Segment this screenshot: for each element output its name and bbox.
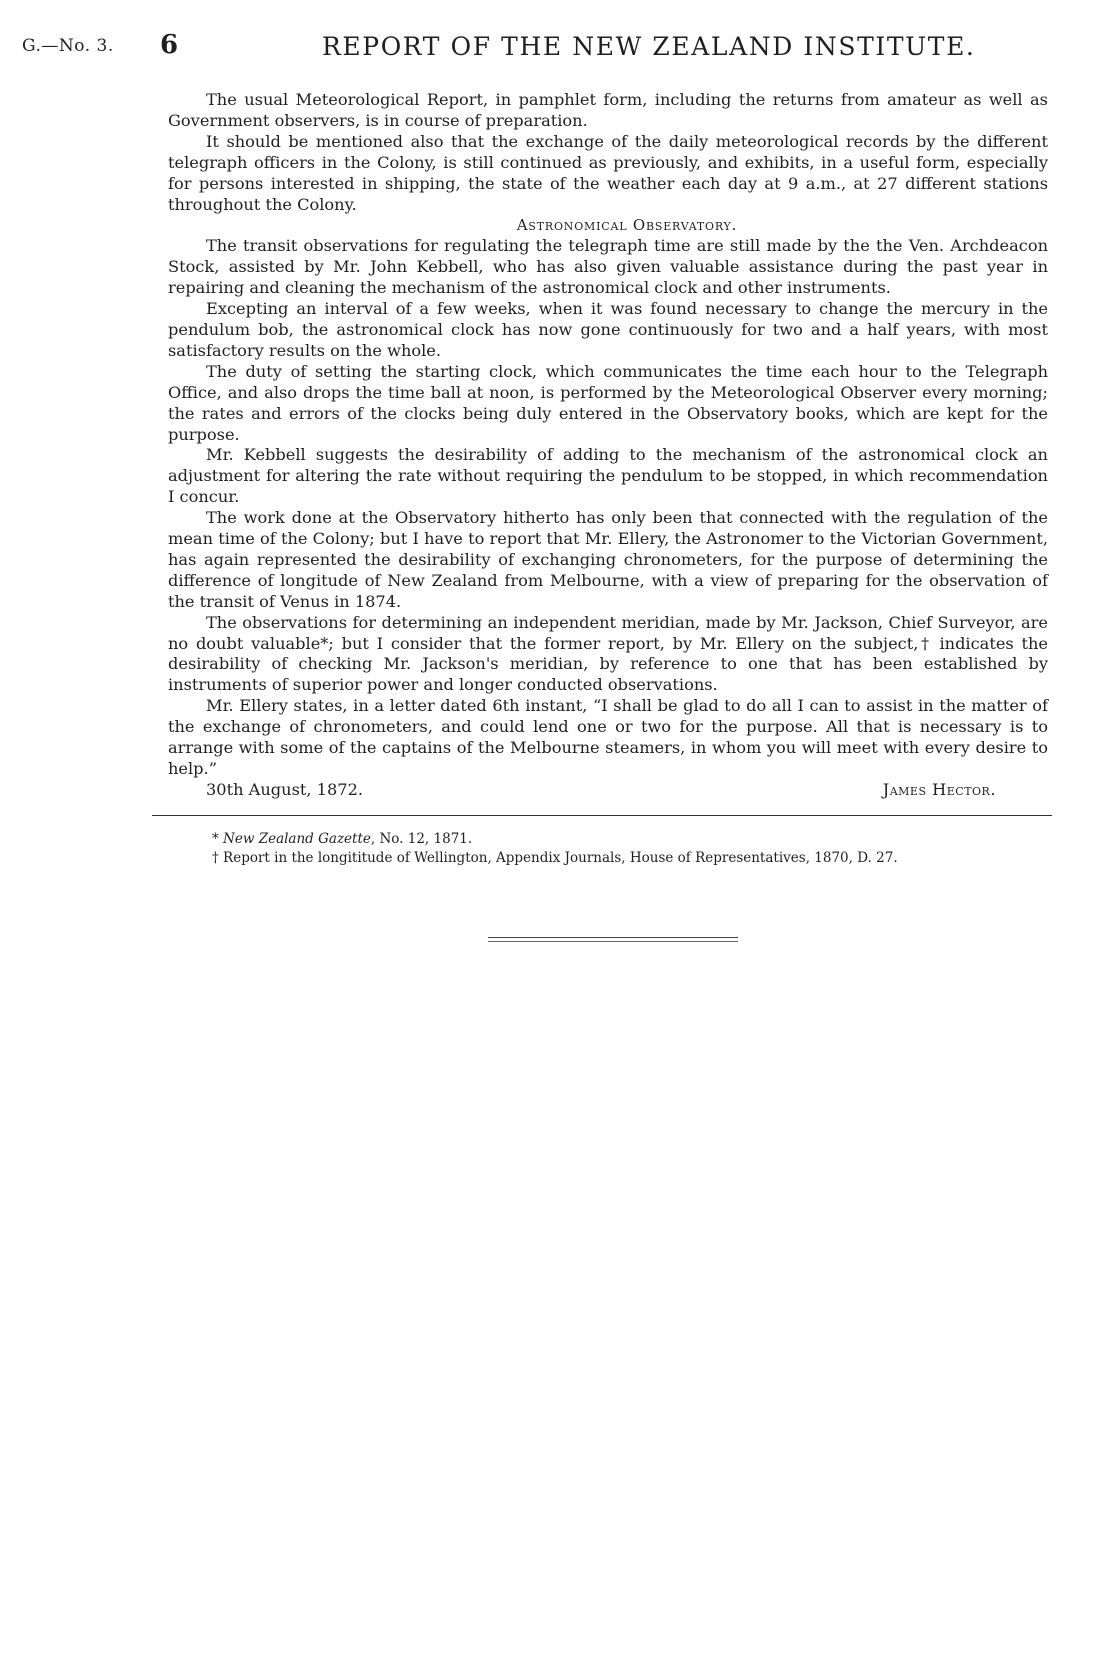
page-header (22, 28, 1082, 68)
signoff (168, 780, 1048, 802)
paragraph: The transit observations for regulating the telegraph time are still made by the the Ven. Archdeacon Stock, assisted by Mr. John Kebbell, who has also given valuable assistance during the past year in repairing and cleaning the mechanism of the astronomical clock and other instruments. (168, 236, 1048, 298)
document-reference: G.—No. 3. (22, 36, 114, 56)
paragraph: The observations for determining an independent meridian, made by Mr. Jackson, Chief Surveyor, are no doubt valuable*; but I consider that the former report, by Mr. Ellery on the subject,† indicates the desirability of checking Mr. Jackson's meridian, by reference to one that has been established by instruments of superior power and longer conducted observations. (168, 612, 1048, 695)
paragraph: Mr. Kebbell suggests the desirability of adding to the mechanism of the astronomical clock an adjustment for altering the rate without requiring the pendulum to be stopped, in which recommendation I concur. (168, 445, 1048, 507)
paragraph: Excepting an interval of a few weeks, when it was found necessary to change the mercury in the pendulum bob, the astronomical clock has now gone continuously for two and a half years, with most satisfactory results on the whole. (168, 299, 1048, 360)
footnote-1-rest: , No. 12, 1871. (370, 831, 473, 847)
signature-name: James Hector. (882, 779, 996, 799)
running-title: REPORT OF THE NEW ZEALAND INSTITUTE. (322, 32, 976, 61)
end-rule (488, 941, 738, 942)
footnotes (212, 830, 898, 868)
paragraph: The work done at the Observatory hitherto has only been that connected with the regulation of the mean time of the Colony; but I have to report that Mr. Ellery, the Astronomer to the Victorian Government, has again represented the desirability of exchanging chronometers, for the purpose of determining the difference of longitude of New Zealand from Melbourne, with a view of preparing for the observation of the transit of Venus in 1874. (168, 508, 1048, 611)
footnote-1 (212, 830, 898, 849)
signoff-date: 30th August, 1872. (206, 779, 364, 799)
page-number: 6 (160, 30, 179, 60)
paragraph: Mr. Ellery states, in a letter dated 6th instant, “I shall be glad to do all I can to assist in the matter of the exchange of chronometers, and could lend one or two for the purpose. All that is necessary is to arrange with some of the captains of the Melbourne steamers, in whom you will meet with every desire to help.” (168, 696, 1048, 778)
paragraph: It should be mentioned also that the exchange of the daily meteorological records by the different telegraph officers in the Colony, is still continued as previously, and exhibits, in a useful form, especially for persons interested in shipping, the state of the weather each day at 9 a.m., at 27 different stations throughout the Colony. (168, 131, 1048, 214)
body-text (168, 90, 1048, 802)
footnote-divider (152, 815, 1052, 816)
paragraph: The duty of setting the starting clock, which communicates the time each hour to the Telegraph Office, and also drops the time ball at noon, is performed by the Meteorological Observer every morning; the rates and errors of the clocks being duly entered in the Observatory books, which are kept for the purpose. (168, 361, 1048, 444)
end-rule (488, 937, 738, 938)
section-heading: Astronomical Observatory. (516, 216, 738, 235)
paragraph: The usual Meteorological Report, in pamphlet form, including the returns from amateur as well as Government observers, is in course of preparation. (168, 90, 1048, 130)
footnote-1-mark: * (212, 831, 219, 847)
footnote-1-source: New Zealand Gazette (223, 831, 371, 847)
footnote-2: † Report in the longititude of Wellington, Appendix Journals, House of Representatives, 1870, D. 27. (212, 850, 898, 866)
